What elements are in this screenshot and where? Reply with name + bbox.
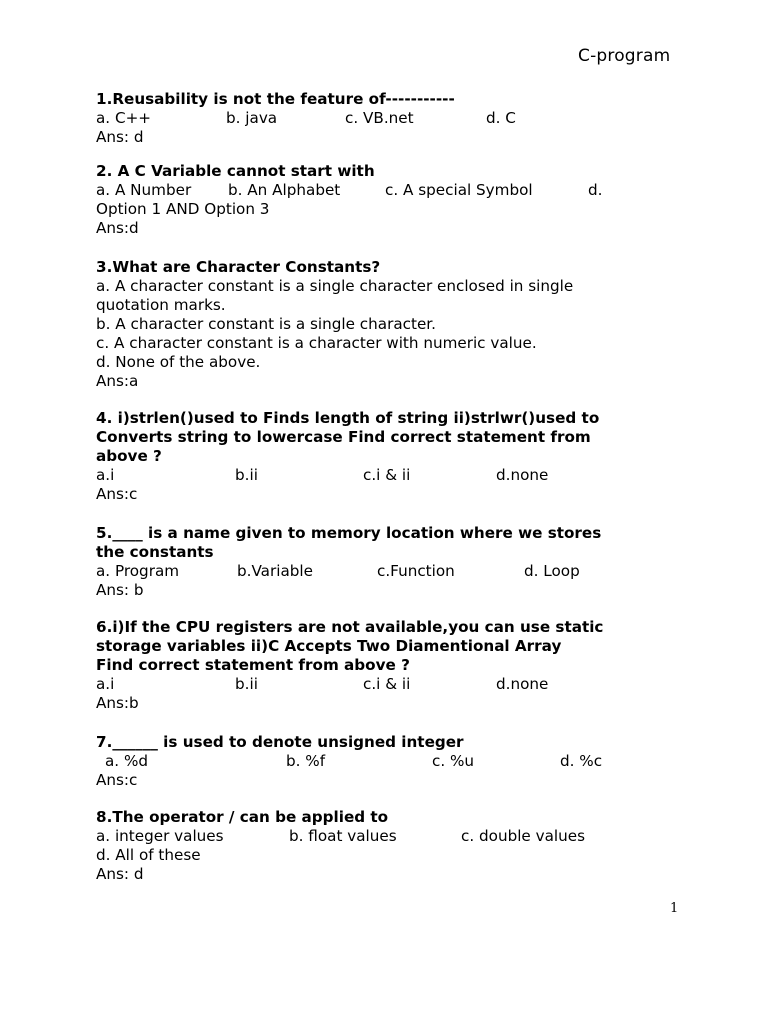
option-c: c.i & ii xyxy=(363,675,411,693)
question-8 xyxy=(96,808,656,884)
question-5 xyxy=(96,524,656,600)
option-c: c. %u xyxy=(432,752,475,770)
options-row xyxy=(96,675,656,694)
options-row xyxy=(96,466,656,485)
option-b: b. A character constant is a single character. xyxy=(96,315,436,333)
document-title: C-program xyxy=(578,46,671,66)
option-a: a. A character constant is a single character enclosed in single xyxy=(96,277,574,295)
option-b: b.Variable xyxy=(237,562,313,580)
question-stem: 2. A C Variable cannot start with xyxy=(96,162,375,180)
option-a: a. Program xyxy=(96,562,180,580)
answer: Ans:c xyxy=(96,771,138,789)
question-stem: 3.What are Character Constants? xyxy=(96,258,381,276)
options-row xyxy=(96,181,656,200)
option-c: c. double values xyxy=(461,827,585,845)
answer: Ans:a xyxy=(96,372,139,390)
question-stem-line-2: storage variables ii)C Accepts Two Diamentional Array xyxy=(96,637,562,655)
answer: Ans:c xyxy=(96,485,138,503)
option-c: c.i & ii xyxy=(363,466,411,484)
option-d: d. Loop xyxy=(524,562,580,580)
question-stem-line-1: 4. i)strlen()used to Finds length of string ii)strlwr()used to xyxy=(96,409,600,427)
answer: Ans:d xyxy=(96,219,139,237)
option-b: b. java xyxy=(226,109,278,127)
option-d: d. None of the above. xyxy=(96,353,261,371)
option-a-continued: quotation marks. xyxy=(96,296,226,314)
question-4 xyxy=(96,409,656,504)
option-b: b.ii xyxy=(235,466,258,484)
options-row xyxy=(96,562,656,581)
answer: Ans: b xyxy=(96,581,144,599)
option-a: a.i xyxy=(96,675,115,693)
question-stem-line-3: above ? xyxy=(96,447,162,465)
option-c: c.Function xyxy=(377,562,455,580)
question-3 xyxy=(96,258,656,391)
question-stem-line-1: 6.i)If the CPU registers are not available,you can use static xyxy=(96,618,604,636)
question-stem-line-2: Converts string to lowercase Find correct statement from xyxy=(96,428,591,446)
question-stem-line-3: Find correct statement from above ? xyxy=(96,656,410,674)
answer: Ans:b xyxy=(96,694,139,712)
option-d: d. xyxy=(588,181,603,199)
option-c: c. A special Symbol xyxy=(385,181,533,199)
question-stem: 7.______ is used to denote unsigned integer xyxy=(96,733,464,751)
option-d: d.none xyxy=(496,466,549,484)
option-b: b. %f xyxy=(286,752,326,770)
options-row xyxy=(96,109,656,128)
question-1 xyxy=(96,90,656,147)
question-2 xyxy=(96,162,656,238)
option-c: c. VB.net xyxy=(345,109,414,127)
option-d: d. C xyxy=(486,109,516,127)
option-a: a. A Number xyxy=(96,181,192,199)
answer: Ans: d xyxy=(96,865,144,883)
question-stem: 8.The operator / can be applied to xyxy=(96,808,389,826)
option-d: d. All of these xyxy=(96,846,201,864)
option-a: a. %d xyxy=(105,752,149,770)
question-stem-line-2: the constants xyxy=(96,543,214,561)
options-row xyxy=(96,752,656,771)
option-a: a. integer values xyxy=(96,827,224,845)
question-6 xyxy=(96,618,656,713)
option-d: d. %c xyxy=(560,752,603,770)
options-row xyxy=(96,827,656,846)
option-a: a. C++ xyxy=(96,109,152,127)
answer: Ans: d xyxy=(96,128,144,146)
option-a: a.i xyxy=(96,466,115,484)
option-b: b. float values xyxy=(289,827,397,845)
question-7 xyxy=(96,733,656,790)
question-stem-line-1: 5.____ is a name given to memory location where we stores xyxy=(96,524,602,542)
option-d: d.none xyxy=(496,675,549,693)
option-c: c. A character constant is a character with numeric value. xyxy=(96,334,537,352)
question-stem: 1.Reusability is not the feature of----------- xyxy=(96,90,455,108)
page-number: 1 xyxy=(670,901,679,916)
option-b: b. An Alphabet xyxy=(228,181,341,199)
option-d-continued: Option 1 AND Option 3 xyxy=(96,200,270,218)
option-b: b.ii xyxy=(235,675,258,693)
